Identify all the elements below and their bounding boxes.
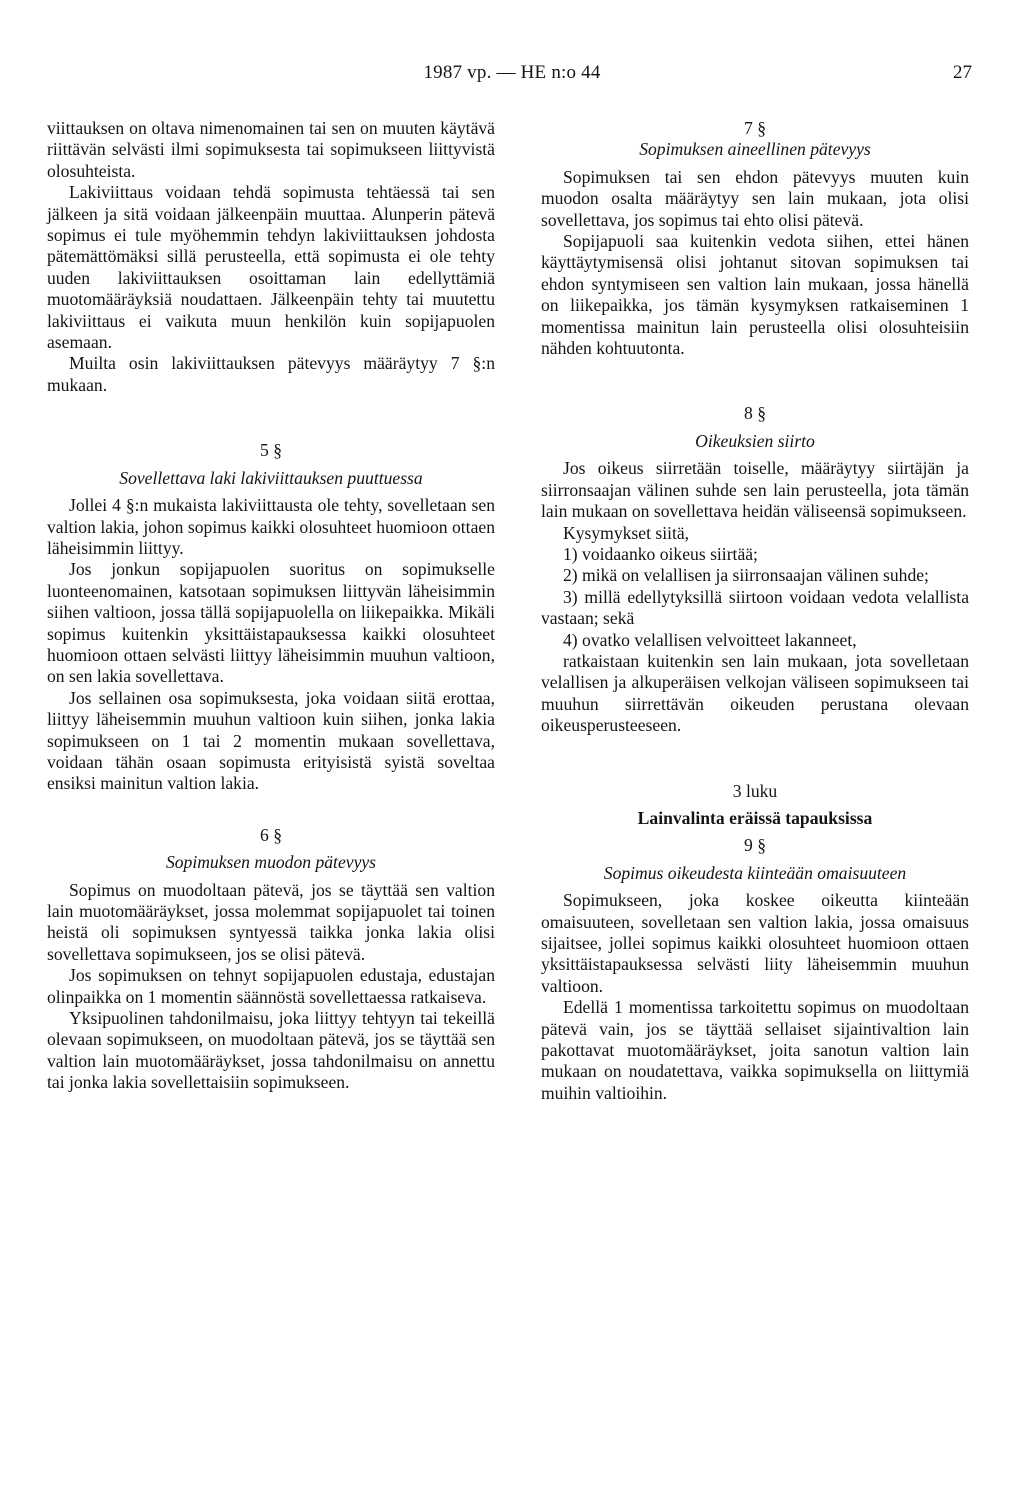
list-item: 1) voidaanko oikeus siirtää;: [563, 543, 758, 564]
chapter-number: 3 luku: [732, 780, 778, 801]
paragraph: Jos sopimuksen on tehnyt sopijapuolen edustaja, edustajan olinpaikka on 1 momentin säännöstä sovellettaessa ratkaiseva.: [47, 965, 495, 1007]
paragraph: Jos oikeus siirretään toiselle, määräytyy siirtäjän ja siirronsaajan välinen suhde sen lain perusteella, jota tämän lain mukaan on sovellettava heidän väliseensä sopimukseen.: [541, 458, 969, 522]
page-header: [0, 62, 1024, 88]
paragraph: Edellä 1 momentissa tarkoitettu sopimus on muodoltaan pätevä vain, jos se täyttää sellaiset sijaintivaltion lain pakottavat muotomääräykset, joita sanotun valtion lain mukaan on noudatettava, vaikka sopimuksella on liittymiä muihin valtioihin.: [541, 997, 969, 1103]
paragraph: Jos sellainen osa sopimuksesta, joka voidaan siitä erottaa, liittyy läheisemmin muuhun valtioon kuin siihen, jonka lakia sopimukseen on 1 tai 2 momentin mukaan sovellettava, voidaan tähän osaan sopimusta erityisistä syistä soveltaa ensiksi mainitun valtion lakia.: [47, 687, 495, 794]
list-item: 4) ovatko velallisen velvoitteet lakanneet,: [563, 629, 857, 650]
list-item: 3) millä edellytyksillä siirtoon voidaan vedota velallista vastaan; sekä: [541, 586, 969, 629]
paragraph: Yksipuolinen tahdonilmaisu, joka liittyy tehtyyn tai tekeillä olevaan sopimukseen, on muodoltaan pätevä, jos se täyttää sen valtion lain muotomääräykset, jossa tahdonilmaisu on annettu tai jonka lakia sovellettaisiin sopimukseen.: [47, 1008, 495, 1093]
page-number: 27: [953, 62, 972, 83]
section-number: 9 §: [744, 835, 766, 856]
document-title: 1987 vp. — HE n:o 44: [423, 62, 601, 83]
right-column: [541, 118, 969, 1104]
paragraph: Lakiviittaus voidaan tehdä sopimusta tehtäessä tai sen jälkeen ja sitä voidaan jälkeenpäin muuttaa. Alunperin pätevä sopimus ei tule myöhemmin tehdyn lakiviittauksen johdosta pätemättömäksi sillä perusteella, että sopimusta ei ole tehty uuden lakiviittauksen osoittaman lain edellyttämiä muotomääräyksiä noudattaen. Jälkeenpäin tehty tai muutettu lakiviittaus ei vaikuta muun henkilön kuin sopijapuolen asemaan.: [47, 182, 495, 353]
paragraph: Muilta osin lakiviittauksen pätevyys määräytyy 7 §:n mukaan.: [47, 353, 495, 395]
list-item: 2) mikä on velallisen ja siirronsaajan välinen suhde;: [563, 565, 929, 586]
paragraph: viittauksen on oltava nimenomainen tai sen on muuten käytävä riittävän selvästi ilmi sopimuksesta tai sopimukseen liittyvistä olosuhteista.: [47, 118, 495, 181]
section-title: Sopimus oikeudesta kiinteään omaisuuteen: [603, 862, 907, 883]
paragraph: Kysymykset siitä,: [563, 522, 690, 543]
section-title: Sopimuksen muodon pätevyys: [165, 852, 377, 873]
paragraph: Jollei 4 §:n mukaista lakiviittausta ole tehty, sovelletaan sen valtion lakia, johon sopimus kaikki olosuhteet huomioon ottaen läheisimmin liittyy.: [47, 495, 495, 558]
paragraph: ratkaistaan kuitenkin sen lain mukaan, jota sovelletaan velallisen ja alkuperäisen velkojan väliseen sopimukseen tai muuhun siirrettävän oikeuden perustana olevaan oikeusperusteeseen.: [541, 650, 969, 736]
section-title: Sovellettava laki lakiviittauksen puuttuessa: [119, 467, 423, 488]
paragraph: Sopimuksen tai sen ehdon pätevyys muuten kuin muodon osalta määräytyy sen lain mukaan, jota olisi sovellettava, jos sopimus tai ehto olisi pätevä.: [541, 166, 969, 230]
paragraph: Sopimus on muodoltaan pätevä, jos se täyttää sen valtion lain muotomääräykset, jossa molemmat sopijapuolet tai toinen heistä oli sopimuksen syntyessä taikka jonka lakia olisi sovellettava sopimukseen, jos se olisi pätevä.: [47, 879, 495, 964]
section-number: 8 §: [744, 403, 766, 424]
chapter-title: Lainvalinta eräissä tapauksissa: [637, 807, 873, 828]
paragraph: Sopimukseen, joka koskee oikeutta kiinteään omaisuuteen, sovelletaan sen valtion lakia, jossa omaisuus sijaitsee, jollei sopimus kaikki olosuhteet huomioon ottaen yksittäistapauksessa selvästi liity läheisemmin muuhun valtioon.: [541, 890, 969, 996]
section-number: 6 §: [260, 824, 282, 845]
section-title: Oikeuksien siirto: [695, 430, 815, 451]
paragraph: Sopijapuoli saa kuitenkin vedota siihen, ettei hänen käyttäytymisensä olisi johtanut sitovan sopimuksen tai ehdon syntymiseen sen valtion lain mukaan, jossa hänellä on liikepaikka, jos tämän kysymyksen ratkaiseminen 1 momentissa mainitun lain perusteella olisi olosuhteisiin nähden kohtuutonta.: [541, 231, 969, 359]
left-column: [47, 118, 495, 1094]
section-number: 7 §: [744, 118, 766, 138]
section-title: Sopimuksen aineellinen pätevyys: [639, 139, 871, 160]
section-number: 5 §: [260, 440, 282, 461]
paragraph: Jos jonkun sopijapuolen suoritus on sopimukselle luonteenomainen, katsotaan sopimuksen liittyvän läheisimmin siihen valtioon, jossa tällä sopijapuolella on liikepaikka. Mikäli sopimus kuitenkin yksittäistapauksessa kaikki olosuhteet huomioon ottaen selvästi liittyy läheisimmin muuhun valtioon, on sen lakia sovellettava.: [47, 559, 495, 687]
